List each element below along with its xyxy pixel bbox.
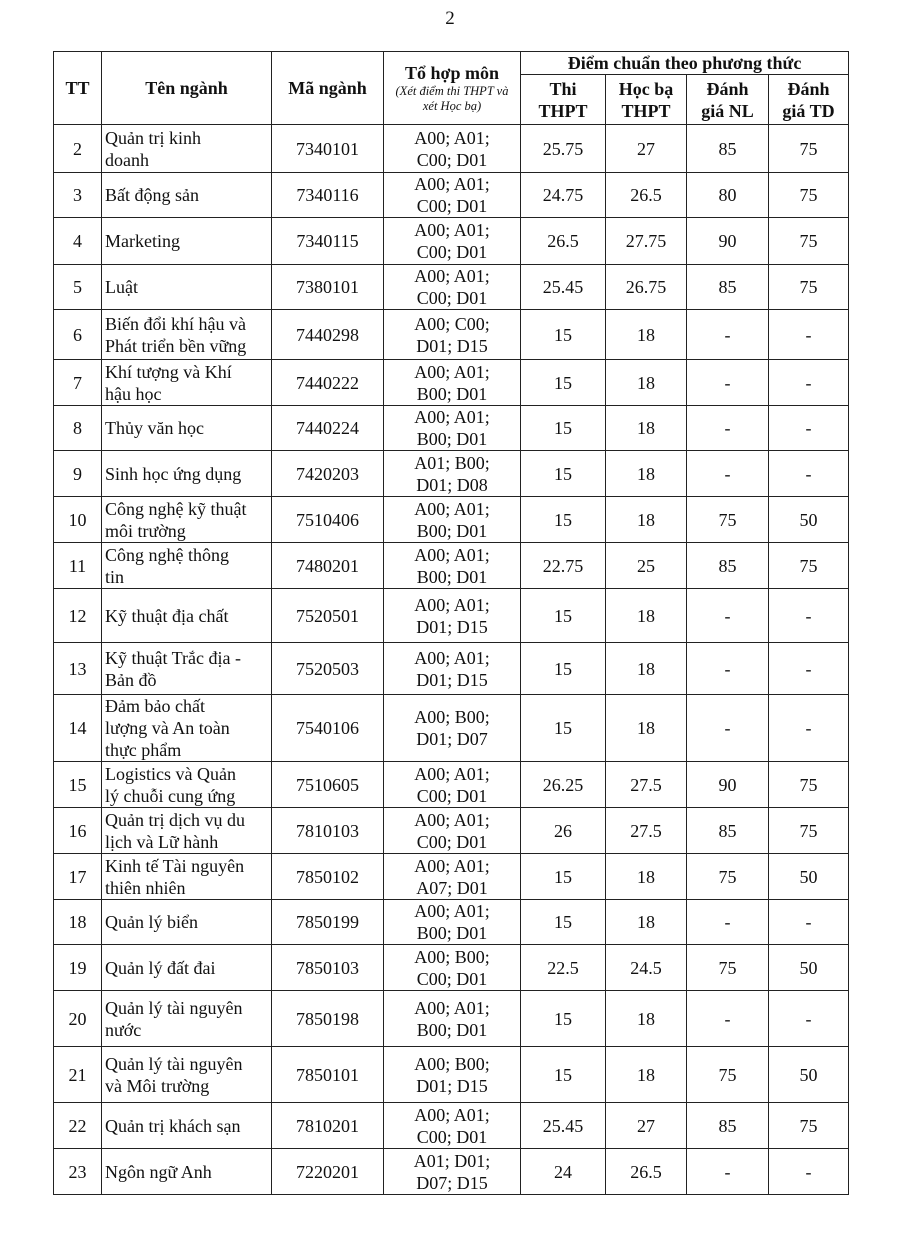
row-major-code: 7850102 bbox=[272, 854, 384, 900]
row-score-competency: - bbox=[687, 406, 769, 451]
row-major-code: 7440222 bbox=[272, 360, 384, 406]
row-score-transcript: 26.5 bbox=[606, 1149, 687, 1195]
row-score-thpt-exam: 22.75 bbox=[521, 543, 606, 589]
row-score-thinking: 75 bbox=[769, 543, 849, 589]
row-major-name: Khí tượng và Khí hậu học bbox=[102, 360, 272, 406]
row-tt: 8 bbox=[54, 406, 102, 451]
table-row bbox=[54, 762, 849, 808]
row-major-name: Marketing bbox=[102, 218, 272, 265]
row-score-thinking: - bbox=[769, 695, 849, 762]
row-score-competency: 90 bbox=[687, 218, 769, 265]
table-row bbox=[54, 589, 849, 643]
admission-score-table bbox=[53, 51, 849, 1195]
row-subject-combo: A00; A01; A07; D01 bbox=[384, 854, 521, 900]
table-row bbox=[54, 900, 849, 945]
row-score-thpt-exam: 15 bbox=[521, 854, 606, 900]
table-row bbox=[54, 1047, 849, 1103]
row-tt: 6 bbox=[54, 310, 102, 360]
row-score-thpt-exam: 15 bbox=[521, 310, 606, 360]
row-major-name: Đảm bảo chất lượng và An toàn thực phẩm bbox=[102, 695, 272, 762]
row-score-thinking: 75 bbox=[769, 808, 849, 854]
row-score-transcript: 27 bbox=[606, 125, 687, 173]
row-score-transcript: 18 bbox=[606, 451, 687, 497]
row-score-competency: 85 bbox=[687, 265, 769, 310]
row-subject-combo: A01; D01; D07; D15 bbox=[384, 1149, 521, 1195]
row-score-transcript: 18 bbox=[606, 406, 687, 451]
row-score-competency: - bbox=[687, 589, 769, 643]
row-subject-combo: A00; A01; D01; D15 bbox=[384, 643, 521, 695]
row-score-thinking: - bbox=[769, 451, 849, 497]
header-major-code: Mã ngành bbox=[272, 52, 384, 125]
row-major-code: 7850103 bbox=[272, 945, 384, 991]
row-score-transcript: 25 bbox=[606, 543, 687, 589]
row-score-thpt-exam: 24.75 bbox=[521, 173, 606, 218]
table-row bbox=[54, 265, 849, 310]
row-score-thpt-exam: 25.45 bbox=[521, 265, 606, 310]
row-score-transcript: 27.5 bbox=[606, 808, 687, 854]
row-score-thpt-exam: 15 bbox=[521, 497, 606, 543]
row-score-competency: 85 bbox=[687, 543, 769, 589]
table-row bbox=[54, 991, 849, 1047]
row-tt: 10 bbox=[54, 497, 102, 543]
header-combo-title: Tổ hợp môn bbox=[405, 63, 499, 83]
row-score-competency: - bbox=[687, 695, 769, 762]
row-tt: 16 bbox=[54, 808, 102, 854]
table-row bbox=[54, 808, 849, 854]
row-subject-combo: A00; A01; C00; D01 bbox=[384, 1103, 521, 1149]
row-major-code: 7510605 bbox=[272, 762, 384, 808]
row-major-code: 7480201 bbox=[272, 543, 384, 589]
row-major-name: Kỹ thuật địa chất bbox=[102, 589, 272, 643]
row-score-transcript: 18 bbox=[606, 991, 687, 1047]
page-number: 2 bbox=[445, 8, 455, 29]
row-tt: 14 bbox=[54, 695, 102, 762]
row-score-thpt-exam: 25.75 bbox=[521, 125, 606, 173]
row-score-thpt-exam: 26 bbox=[521, 808, 606, 854]
row-major-code: 7520503 bbox=[272, 643, 384, 695]
row-score-transcript: 18 bbox=[606, 310, 687, 360]
row-subject-combo: A00; A01; C00; D01 bbox=[384, 265, 521, 310]
row-score-thpt-exam: 15 bbox=[521, 451, 606, 497]
row-major-code: 7810201 bbox=[272, 1103, 384, 1149]
row-subject-combo: A00; A01; B00; D01 bbox=[384, 900, 521, 945]
row-score-thinking: - bbox=[769, 991, 849, 1047]
row-score-thpt-exam: 25.45 bbox=[521, 1103, 606, 1149]
row-score-competency: 75 bbox=[687, 945, 769, 991]
header-score-group: Điểm chuẩn theo phương thức bbox=[521, 52, 849, 75]
row-major-code: 7850198 bbox=[272, 991, 384, 1047]
row-score-competency: - bbox=[687, 360, 769, 406]
row-score-thinking: 75 bbox=[769, 762, 849, 808]
row-subject-combo: A00; A01; B00; D01 bbox=[384, 991, 521, 1047]
row-score-thpt-exam: 26.5 bbox=[521, 218, 606, 265]
row-score-competency: 90 bbox=[687, 762, 769, 808]
row-score-thpt-exam: 24 bbox=[521, 1149, 606, 1195]
row-major-name: Luật bbox=[102, 265, 272, 310]
row-score-thinking: - bbox=[769, 406, 849, 451]
row-score-transcript: 18 bbox=[606, 360, 687, 406]
row-subject-combo: A00; A01; D01; D15 bbox=[384, 589, 521, 643]
row-score-thpt-exam: 15 bbox=[521, 589, 606, 643]
row-major-name: Quản lý đất đai bbox=[102, 945, 272, 991]
table-row bbox=[54, 643, 849, 695]
row-score-transcript: 18 bbox=[606, 854, 687, 900]
row-tt: 17 bbox=[54, 854, 102, 900]
row-subject-combo: A00; A01; B00; D01 bbox=[384, 497, 521, 543]
row-score-thinking: - bbox=[769, 310, 849, 360]
row-tt: 9 bbox=[54, 451, 102, 497]
table-row bbox=[54, 173, 849, 218]
row-score-thpt-exam: 26.25 bbox=[521, 762, 606, 808]
row-score-thinking: 50 bbox=[769, 1047, 849, 1103]
table-body bbox=[54, 125, 849, 1195]
row-major-code: 7440298 bbox=[272, 310, 384, 360]
row-score-competency: 75 bbox=[687, 854, 769, 900]
row-score-thpt-exam: 15 bbox=[521, 406, 606, 451]
row-major-name: Ngôn ngữ Anh bbox=[102, 1149, 272, 1195]
row-score-thpt-exam: 15 bbox=[521, 1047, 606, 1103]
table-row bbox=[54, 360, 849, 406]
row-major-code: 7220201 bbox=[272, 1149, 384, 1195]
row-major-name: Thủy văn học bbox=[102, 406, 272, 451]
row-score-thpt-exam: 15 bbox=[521, 695, 606, 762]
row-subject-combo: A00; A01; C00; D01 bbox=[384, 808, 521, 854]
row-tt: 13 bbox=[54, 643, 102, 695]
row-tt: 22 bbox=[54, 1103, 102, 1149]
row-score-competency: - bbox=[687, 451, 769, 497]
row-major-name: Logistics và Quản lý chuỗi cung ứng bbox=[102, 762, 272, 808]
row-major-name: Kinh tế Tài nguyên thiên nhiên bbox=[102, 854, 272, 900]
row-subject-combo: A00; B00; D01; D07 bbox=[384, 695, 521, 762]
header-subject-combo bbox=[384, 52, 521, 125]
row-score-competency: - bbox=[687, 310, 769, 360]
row-score-competency: 85 bbox=[687, 125, 769, 173]
row-major-code: 7540106 bbox=[272, 695, 384, 762]
table-row bbox=[54, 1149, 849, 1195]
row-major-name: Kỹ thuật Trắc địa - Bản đồ bbox=[102, 643, 272, 695]
row-score-thpt-exam: 15 bbox=[521, 643, 606, 695]
row-major-code: 7340101 bbox=[272, 125, 384, 173]
row-score-thinking: 75 bbox=[769, 218, 849, 265]
table-row bbox=[54, 945, 849, 991]
header-row-top bbox=[54, 52, 849, 75]
row-score-thinking: 75 bbox=[769, 1103, 849, 1149]
row-score-thinking: - bbox=[769, 360, 849, 406]
row-score-thinking: 75 bbox=[769, 265, 849, 310]
row-major-name: Quản lý biển bbox=[102, 900, 272, 945]
row-tt: 12 bbox=[54, 589, 102, 643]
row-major-code: 7810103 bbox=[272, 808, 384, 854]
row-subject-combo: A00; A01; C00; D01 bbox=[384, 218, 521, 265]
row-score-transcript: 18 bbox=[606, 497, 687, 543]
row-tt: 7 bbox=[54, 360, 102, 406]
row-major-code: 7850199 bbox=[272, 900, 384, 945]
row-score-transcript: 18 bbox=[606, 589, 687, 643]
row-tt: 3 bbox=[54, 173, 102, 218]
row-score-competency: 80 bbox=[687, 173, 769, 218]
row-score-competency: 75 bbox=[687, 497, 769, 543]
row-tt: 5 bbox=[54, 265, 102, 310]
row-major-name: Công nghệ thông tin bbox=[102, 543, 272, 589]
row-score-thinking: 75 bbox=[769, 173, 849, 218]
row-tt: 21 bbox=[54, 1047, 102, 1103]
header-method-competency: Đánh giá NL bbox=[687, 75, 769, 125]
table-row bbox=[54, 854, 849, 900]
table-row bbox=[54, 218, 849, 265]
row-score-thinking: - bbox=[769, 643, 849, 695]
row-tt: 11 bbox=[54, 543, 102, 589]
row-score-transcript: 18 bbox=[606, 900, 687, 945]
row-score-thinking: - bbox=[769, 1149, 849, 1195]
row-score-transcript: 27.5 bbox=[606, 762, 687, 808]
row-subject-combo: A00; B00; C00; D01 bbox=[384, 945, 521, 991]
row-major-name: Bất động sản bbox=[102, 173, 272, 218]
row-score-competency: 75 bbox=[687, 1047, 769, 1103]
row-subject-combo: A01; B00; D01; D08 bbox=[384, 451, 521, 497]
table-row bbox=[54, 406, 849, 451]
row-score-thinking: 75 bbox=[769, 125, 849, 173]
row-subject-combo: A00; A01; C00; D01 bbox=[384, 173, 521, 218]
header-method-thpt-exam: Thi THPT bbox=[521, 75, 606, 125]
row-major-code: 7440224 bbox=[272, 406, 384, 451]
row-score-transcript: 26.5 bbox=[606, 173, 687, 218]
header-tt: TT bbox=[54, 52, 102, 125]
row-subject-combo: A00; A01; C00; D01 bbox=[384, 125, 521, 173]
row-major-name: Quản trị dịch vụ du lịch và Lữ hành bbox=[102, 808, 272, 854]
header-method-thinking: Đánh giá TD bbox=[769, 75, 849, 125]
table-row bbox=[54, 1103, 849, 1149]
row-subject-combo: A00; A01; B00; D01 bbox=[384, 360, 521, 406]
row-major-code: 7520501 bbox=[272, 589, 384, 643]
row-tt: 15 bbox=[54, 762, 102, 808]
row-score-competency: 85 bbox=[687, 808, 769, 854]
row-tt: 20 bbox=[54, 991, 102, 1047]
row-major-name: Quản trị kinh doanh bbox=[102, 125, 272, 173]
row-major-name: Quản lý tài nguyên nước bbox=[102, 991, 272, 1047]
row-subject-combo: A00; C00; D01; D15 bbox=[384, 310, 521, 360]
row-major-name: Sinh học ứng dụng bbox=[102, 451, 272, 497]
row-major-code: 7340116 bbox=[272, 173, 384, 218]
row-major-name: Quản trị khách sạn bbox=[102, 1103, 272, 1149]
row-major-code: 7510406 bbox=[272, 497, 384, 543]
header-combo-note: (Xét điểm thi THPT và xét Học bạ) bbox=[395, 84, 509, 113]
row-score-transcript: 26.75 bbox=[606, 265, 687, 310]
row-score-thinking: - bbox=[769, 589, 849, 643]
row-score-thpt-exam: 15 bbox=[521, 360, 606, 406]
row-tt: 23 bbox=[54, 1149, 102, 1195]
row-tt: 2 bbox=[54, 125, 102, 173]
row-score-thinking: - bbox=[769, 900, 849, 945]
row-subject-combo: A00; B00; D01; D15 bbox=[384, 1047, 521, 1103]
row-major-code: 7380101 bbox=[272, 265, 384, 310]
row-score-transcript: 24.5 bbox=[606, 945, 687, 991]
row-tt: 18 bbox=[54, 900, 102, 945]
row-score-thinking: 50 bbox=[769, 945, 849, 991]
row-major-code: 7420203 bbox=[272, 451, 384, 497]
row-tt: 19 bbox=[54, 945, 102, 991]
row-score-transcript: 27 bbox=[606, 1103, 687, 1149]
row-major-name: Quản lý tài nguyên và Môi trường bbox=[102, 1047, 272, 1103]
row-score-transcript: 18 bbox=[606, 695, 687, 762]
table-row bbox=[54, 543, 849, 589]
header-major-name: Tên ngành bbox=[102, 52, 272, 125]
row-score-thpt-exam: 22.5 bbox=[521, 945, 606, 991]
table-row bbox=[54, 310, 849, 360]
row-score-thinking: 50 bbox=[769, 854, 849, 900]
row-score-competency: - bbox=[687, 643, 769, 695]
table-row bbox=[54, 497, 849, 543]
row-major-name: Công nghệ kỹ thuật môi trường bbox=[102, 497, 272, 543]
table-row bbox=[54, 451, 849, 497]
row-score-competency: - bbox=[687, 900, 769, 945]
row-score-competency: 85 bbox=[687, 1103, 769, 1149]
row-score-thinking: 50 bbox=[769, 497, 849, 543]
row-score-transcript: 27.75 bbox=[606, 218, 687, 265]
row-score-thpt-exam: 15 bbox=[521, 900, 606, 945]
row-subject-combo: A00; A01; B00; D01 bbox=[384, 406, 521, 451]
row-score-competency: - bbox=[687, 991, 769, 1047]
row-major-name: Biến đổi khí hậu và Phát triển bền vững bbox=[102, 310, 272, 360]
row-subject-combo: A00; A01; C00; D01 bbox=[384, 762, 521, 808]
row-tt: 4 bbox=[54, 218, 102, 265]
row-subject-combo: A00; A01; B00; D01 bbox=[384, 543, 521, 589]
row-major-code: 7340115 bbox=[272, 218, 384, 265]
table-row bbox=[54, 125, 849, 173]
row-score-transcript: 18 bbox=[606, 1047, 687, 1103]
table-row bbox=[54, 695, 849, 762]
row-score-thpt-exam: 15 bbox=[521, 991, 606, 1047]
row-score-transcript: 18 bbox=[606, 643, 687, 695]
header-method-transcript: Học bạ THPT bbox=[606, 75, 687, 125]
row-major-code: 7850101 bbox=[272, 1047, 384, 1103]
row-score-competency: - bbox=[687, 1149, 769, 1195]
